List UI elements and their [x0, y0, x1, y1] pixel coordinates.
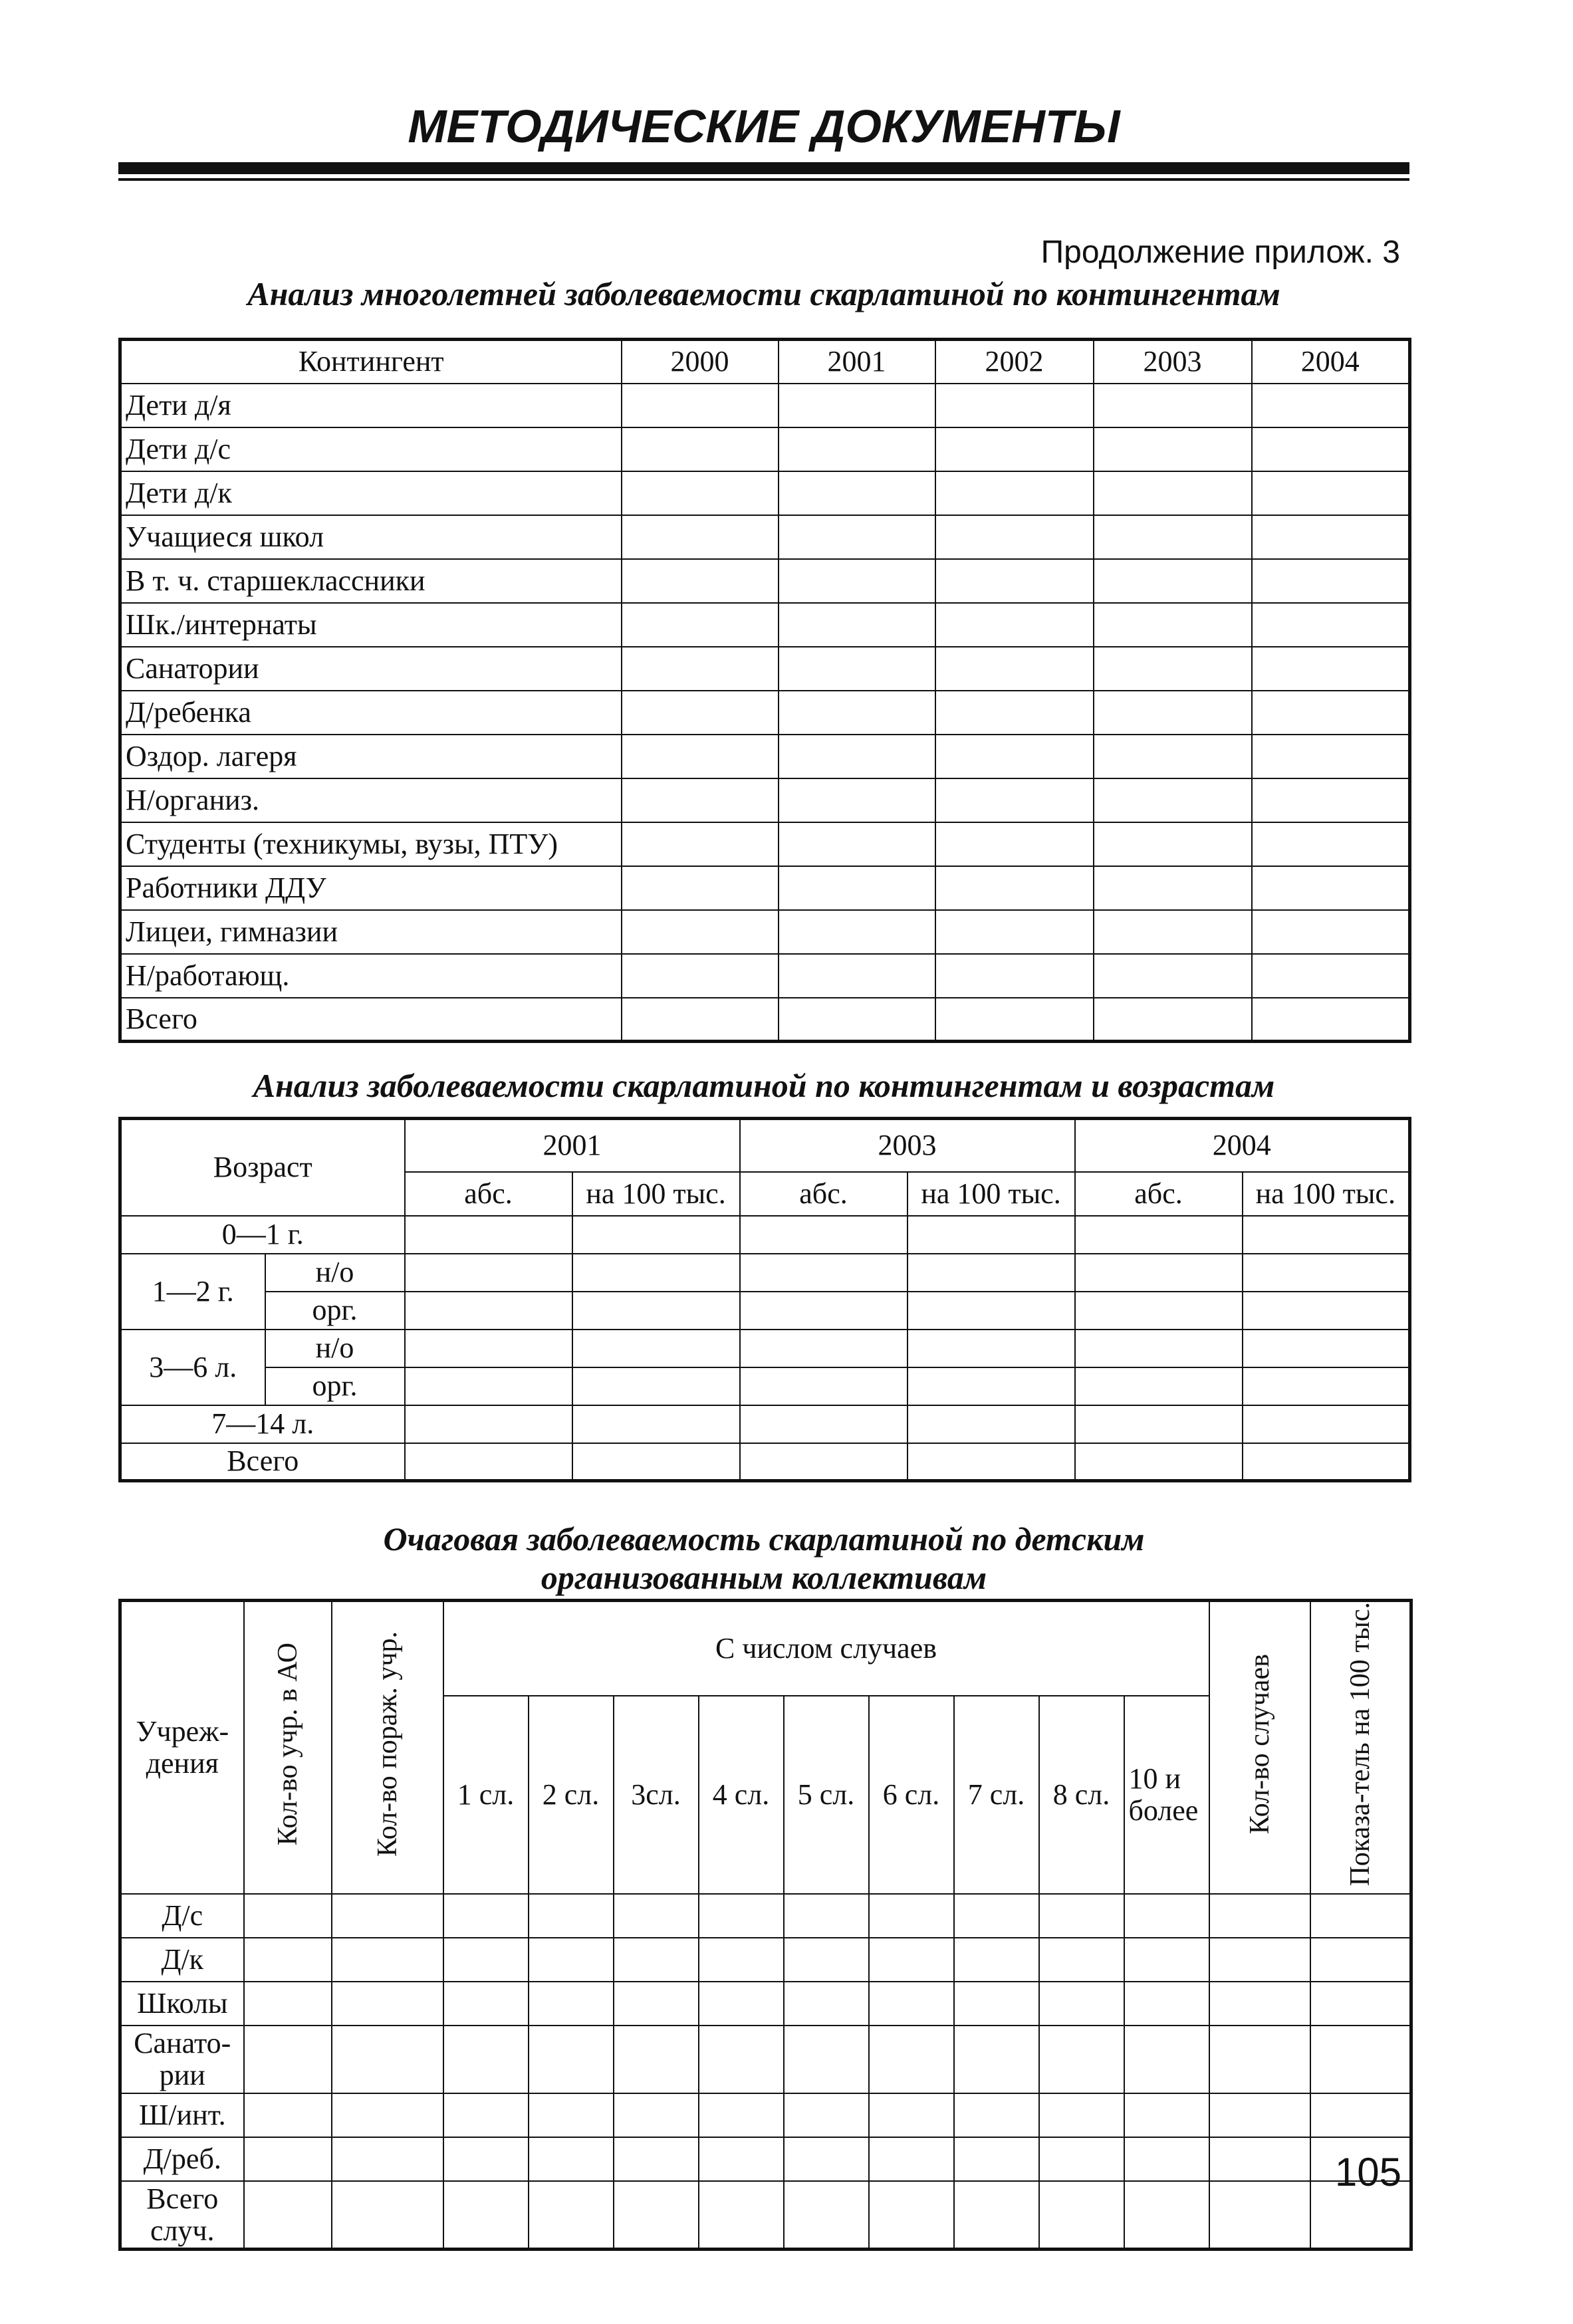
- contingent-label: Оздор. лагеря: [120, 735, 622, 778]
- empty-cell: [1252, 427, 1410, 471]
- contingent-label: Студенты (техникумы, вузы, ПТУ): [120, 822, 622, 866]
- table-row: [120, 998, 1410, 1042]
- empty-cell: [869, 1938, 954, 1982]
- table-row: [120, 778, 1410, 822]
- table-row: [120, 427, 1410, 471]
- header-rule: [118, 162, 1409, 174]
- table-row: [120, 1982, 1411, 2026]
- empty-cell: [443, 1938, 529, 1982]
- age-header: Возраст: [120, 1119, 405, 1216]
- empty-cell: [779, 866, 935, 910]
- empty-cell: [529, 1938, 614, 1982]
- rate-header: на 100 тыс.: [1243, 1172, 1410, 1216]
- empty-cell: [614, 1982, 699, 2026]
- empty-cell: [332, 2026, 443, 2093]
- empty-cell: [1124, 2137, 1209, 2181]
- empty-cell: [622, 647, 779, 691]
- empty-cell: [1039, 2137, 1124, 2181]
- contingent-label: Н/организ.: [120, 778, 622, 822]
- contingent-label: Учащиеся школ: [120, 515, 622, 559]
- empty-cell: [1094, 954, 1252, 998]
- empty-cell: [1094, 998, 1252, 1042]
- empty-cell: [935, 691, 1094, 735]
- table2-caption: Анализ заболеваемости скарлатиной по контингентам и возрастам: [253, 1067, 1275, 1104]
- empty-cell: [935, 954, 1094, 998]
- table2-contingents-by-age: [118, 1117, 1411, 1482]
- empty-cell: [869, 2093, 954, 2137]
- institution-label: Всего случ.: [120, 2181, 244, 2249]
- empty-cell: [1094, 778, 1252, 822]
- empty-cell: [622, 910, 779, 954]
- empty-cell: [699, 2137, 784, 2181]
- empty-cell: [784, 2093, 869, 2137]
- rate-header: на 100 тыс.: [908, 1172, 1075, 1216]
- empty-cell: [779, 910, 935, 954]
- empty-cell: [332, 1894, 443, 1938]
- empty-cell: [784, 1938, 869, 1982]
- year-header: 2000: [622, 340, 779, 384]
- age-row-label: 7—14 л.: [120, 1405, 405, 1443]
- empty-cell: [1252, 998, 1410, 1042]
- empty-cell: [1209, 2137, 1310, 2181]
- empty-cell: [622, 559, 779, 603]
- empty-cell: [1094, 691, 1252, 735]
- empty-cell: [622, 778, 779, 822]
- empty-cell: [1252, 910, 1410, 954]
- appendix-note: Продолжение прилож. 3: [1040, 235, 1400, 270]
- age-row-label: 1—2 г.: [120, 1254, 265, 1330]
- table-row: [120, 954, 1410, 998]
- empty-cell: [529, 1894, 614, 1938]
- empty-cell: [244, 1894, 332, 1938]
- empty-cell: [935, 822, 1094, 866]
- table-row: [120, 559, 1410, 603]
- empty-cell: [1252, 954, 1410, 998]
- year-header: 2004: [1252, 340, 1410, 384]
- empty-cell: [1124, 1894, 1209, 1938]
- count-affected-header: Кол-во пораж. учр.: [332, 1601, 443, 1895]
- empty-cell: [779, 778, 935, 822]
- empty-cell: [622, 471, 779, 515]
- case-count-header: 4 сл.: [699, 1696, 784, 1894]
- age-subgroup-label: н/о: [265, 1330, 405, 1367]
- age-row-label: 0—1 г.: [120, 1216, 405, 1254]
- empty-cell: [1209, 1982, 1310, 2026]
- table-row: [120, 2093, 1411, 2137]
- contingent-label: Работники ДДУ: [120, 866, 622, 910]
- case-count-header: 3сл.: [614, 1696, 699, 1894]
- table-row: [120, 647, 1410, 691]
- empty-cell: [1094, 910, 1252, 954]
- year-header: 2001: [405, 1119, 740, 1172]
- empty-cell: [622, 515, 779, 559]
- empty-cell: [1039, 2093, 1124, 2137]
- empty-cell: [779, 735, 935, 778]
- empty-cell: [779, 647, 935, 691]
- table-row: [120, 735, 1410, 778]
- case-count-header: 10 и более: [1124, 1696, 1209, 1894]
- case-count-header: 8 сл.: [1039, 1696, 1124, 1894]
- table3-caption-line2: организованным коллективам: [541, 1559, 987, 1596]
- empty-cell: [1039, 2181, 1124, 2249]
- contingent-label: Шк./интернаты: [120, 603, 622, 647]
- empty-cell: [529, 1982, 614, 2026]
- empty-cell: [622, 735, 779, 778]
- empty-cell: [622, 603, 779, 647]
- contingent-header: Контингент: [120, 340, 622, 384]
- empty-cell: [1124, 1982, 1209, 2026]
- empty-cell: [935, 735, 1094, 778]
- empty-cell: [954, 2181, 1039, 2249]
- rate-header: Показа-тель на 100 тыс.: [1310, 1601, 1411, 1895]
- empty-cell: [1094, 866, 1252, 910]
- empty-cell: [614, 2026, 699, 2093]
- empty-cell: [1252, 471, 1410, 515]
- empty-cell: [1252, 778, 1410, 822]
- age-subgroup-label: орг.: [265, 1292, 405, 1330]
- table3-foci-by-institution: [118, 1599, 1413, 2251]
- table-row: [120, 822, 1410, 866]
- table-row: [120, 515, 1410, 559]
- empty-cell: [529, 2181, 614, 2249]
- age-row-label: 3—6 л.: [120, 1330, 265, 1405]
- empty-cell: [869, 2181, 954, 2249]
- empty-cell: [1209, 2093, 1310, 2137]
- empty-cell: [699, 2181, 784, 2249]
- empty-cell: [779, 998, 935, 1042]
- empty-cell: [1252, 691, 1410, 735]
- empty-cell: [779, 822, 935, 866]
- empty-cell: [935, 427, 1094, 471]
- age-subgroup-label: н/о: [265, 1254, 405, 1292]
- empty-cell: [784, 2026, 869, 2093]
- empty-cell: [784, 2137, 869, 2181]
- empty-cell: [1039, 1938, 1124, 1982]
- case-count-header: 2 сл.: [529, 1696, 614, 1894]
- empty-cell: [614, 2181, 699, 2249]
- empty-cell: [779, 427, 935, 471]
- contingent-label: В т. ч. старшеклассники: [120, 559, 622, 603]
- empty-cell: [1124, 1938, 1209, 1982]
- empty-cell: [244, 1938, 332, 1982]
- table-row: [120, 866, 1410, 910]
- empty-cell: [779, 954, 935, 998]
- institution-label: Санато-рии: [120, 2026, 244, 2093]
- empty-cell: [1252, 647, 1410, 691]
- abs-header: абс.: [1075, 1172, 1243, 1216]
- empty-cell: [699, 1894, 784, 1938]
- empty-cell: [1094, 384, 1252, 427]
- empty-cell: [935, 384, 1094, 427]
- empty-cell: [699, 2093, 784, 2137]
- cases-count-header: Кол-во случаев: [1209, 1601, 1310, 1895]
- abs-header: абс.: [740, 1172, 908, 1216]
- empty-cell: [529, 2137, 614, 2181]
- empty-cell: [935, 471, 1094, 515]
- empty-cell: [614, 1894, 699, 1938]
- table1-caption: Анализ многолетней заболеваемости скарлатиной по контингентам: [247, 275, 1280, 312]
- empty-cell: [332, 1938, 443, 1982]
- empty-cell: [1039, 2026, 1124, 2093]
- empty-cell: [935, 559, 1094, 603]
- empty-cell: [1094, 471, 1252, 515]
- case-count-header: 1 сл.: [443, 1696, 529, 1894]
- empty-cell: [1310, 2093, 1411, 2137]
- table-row: [120, 471, 1410, 515]
- empty-cell: [1094, 822, 1252, 866]
- empty-cell: [614, 1938, 699, 1982]
- empty-cell: [622, 691, 779, 735]
- contingent-label: Санатории: [120, 647, 622, 691]
- table1-contingents-by-year: [118, 338, 1411, 1043]
- empty-cell: [1252, 866, 1410, 910]
- with-cases-header: С числом случаев: [443, 1601, 1209, 1696]
- table-row: [120, 910, 1410, 954]
- empty-cell: [1209, 1938, 1310, 1982]
- empty-cell: [954, 2026, 1039, 2093]
- empty-cell: [1094, 427, 1252, 471]
- empty-cell: [614, 2137, 699, 2181]
- empty-cell: [779, 471, 935, 515]
- contingent-label: Дети д/к: [120, 471, 622, 515]
- empty-cell: [1094, 647, 1252, 691]
- empty-cell: [244, 1982, 332, 2026]
- institution-label: Д/реб.: [120, 2137, 244, 2181]
- table-row: [120, 1894, 1411, 1938]
- empty-cell: [935, 910, 1094, 954]
- empty-cell: [244, 2181, 332, 2249]
- empty-cell: [443, 2093, 529, 2137]
- empty-cell: [1252, 559, 1410, 603]
- empty-cell: [443, 2137, 529, 2181]
- empty-cell: [1039, 1982, 1124, 2026]
- empty-cell: [784, 1894, 869, 1938]
- contingent-label: Всего: [120, 998, 622, 1042]
- empty-cell: [1124, 2026, 1209, 2093]
- running-header-title: МЕТОДИЧЕСКИЕ ДОКУМЕНТЫ: [408, 100, 1120, 152]
- empty-cell: [332, 1982, 443, 2026]
- empty-cell: [869, 2026, 954, 2093]
- empty-cell: [622, 822, 779, 866]
- empty-cell: [779, 603, 935, 647]
- empty-cell: [1252, 384, 1410, 427]
- empty-cell: [443, 2026, 529, 2093]
- year-header: 2004: [1075, 1119, 1410, 1172]
- empty-cell: [935, 603, 1094, 647]
- table-row: [120, 2137, 1411, 2181]
- empty-cell: [779, 559, 935, 603]
- institution-label: Д/к: [120, 1938, 244, 1982]
- case-count-header: 6 сл.: [869, 1696, 954, 1894]
- empty-cell: [1209, 2181, 1310, 2249]
- case-count-header: 5 сл.: [784, 1696, 869, 1894]
- contingent-label: Дети д/с: [120, 427, 622, 471]
- empty-cell: [614, 2093, 699, 2137]
- empty-cell: [954, 2093, 1039, 2137]
- case-count-header: 7 сл.: [954, 1696, 1039, 1894]
- institution-label: Ш/инт.: [120, 2093, 244, 2137]
- contingent-label: Н/работающ.: [120, 954, 622, 998]
- empty-cell: [332, 2181, 443, 2249]
- empty-cell: [529, 2026, 614, 2093]
- institution-label: Школы: [120, 1982, 244, 2026]
- year-header: 2002: [935, 340, 1094, 384]
- table3-caption-line1: Очаговая заболеваемость скарлатиной по детским: [383, 1520, 1145, 1558]
- table-row: [120, 2026, 1411, 2093]
- empty-cell: [784, 1982, 869, 2026]
- empty-cell: [954, 1894, 1039, 1938]
- empty-cell: [622, 998, 779, 1042]
- empty-cell: [869, 2137, 954, 2181]
- empty-cell: [1094, 559, 1252, 603]
- empty-cell: [332, 2093, 443, 2137]
- empty-cell: [779, 384, 935, 427]
- empty-cell: [244, 2137, 332, 2181]
- empty-cell: [935, 998, 1094, 1042]
- rate-header: на 100 тыс.: [572, 1172, 740, 1216]
- empty-cell: [699, 1982, 784, 2026]
- empty-cell: [244, 2093, 332, 2137]
- empty-cell: [1124, 2181, 1209, 2249]
- empty-cell: [1209, 1894, 1310, 1938]
- empty-cell: [1252, 603, 1410, 647]
- institution-header: Учреж-дения: [120, 1601, 244, 1895]
- empty-cell: [622, 384, 779, 427]
- empty-cell: [699, 1938, 784, 1982]
- table-row: [120, 603, 1410, 647]
- empty-cell: [779, 515, 935, 559]
- empty-cell: [1094, 603, 1252, 647]
- empty-cell: [443, 1982, 529, 2026]
- empty-cell: [954, 2137, 1039, 2181]
- year-header: 2001: [779, 340, 935, 384]
- empty-cell: [332, 2137, 443, 2181]
- age-total-label: Всего: [120, 1443, 405, 1481]
- empty-cell: [869, 1894, 954, 1938]
- table-row: [120, 691, 1410, 735]
- empty-cell: [869, 1982, 954, 2026]
- page-number: 105: [1334, 2150, 1401, 2194]
- header-rule-thin: [118, 178, 1409, 181]
- year-header: 2003: [740, 1119, 1075, 1172]
- count-ao-header: Кол-во учр. в АО: [244, 1601, 332, 1895]
- empty-cell: [1039, 1894, 1124, 1938]
- table-row: [120, 384, 1410, 427]
- empty-cell: [954, 1938, 1039, 1982]
- empty-cell: [622, 866, 779, 910]
- empty-cell: [784, 2181, 869, 2249]
- empty-cell: [1209, 2026, 1310, 2093]
- empty-cell: [1310, 1894, 1411, 1938]
- empty-cell: [1310, 2026, 1411, 2093]
- empty-cell: [935, 515, 1094, 559]
- contingent-label: Дети д/я: [120, 384, 622, 427]
- empty-cell: [244, 2026, 332, 2093]
- empty-cell: [1094, 515, 1252, 559]
- empty-cell: [529, 2093, 614, 2137]
- empty-cell: [443, 2181, 529, 2249]
- empty-cell: [779, 691, 935, 735]
- year-header: 2003: [1094, 340, 1252, 384]
- table-row: [120, 2181, 1411, 2249]
- contingent-label: Лицеи, гимназии: [120, 910, 622, 954]
- contingent-label: Д/ребенка: [120, 691, 622, 735]
- table-row: [120, 1938, 1411, 1982]
- empty-cell: [1252, 515, 1410, 559]
- empty-cell: [1252, 822, 1410, 866]
- empty-cell: [935, 778, 1094, 822]
- empty-cell: [954, 1982, 1039, 2026]
- institution-label: Д/с: [120, 1894, 244, 1938]
- empty-cell: [1310, 1982, 1411, 2026]
- empty-cell: [699, 2026, 784, 2093]
- empty-cell: [1094, 735, 1252, 778]
- empty-cell: [1310, 1938, 1411, 1982]
- empty-cell: [443, 1894, 529, 1938]
- abs-header: абс.: [405, 1172, 572, 1216]
- empty-cell: [622, 954, 779, 998]
- empty-cell: [622, 427, 779, 471]
- empty-cell: [1252, 735, 1410, 778]
- age-subgroup-label: орг.: [265, 1367, 405, 1405]
- empty-cell: [935, 866, 1094, 910]
- empty-cell: [1124, 2093, 1209, 2137]
- empty-cell: [935, 647, 1094, 691]
